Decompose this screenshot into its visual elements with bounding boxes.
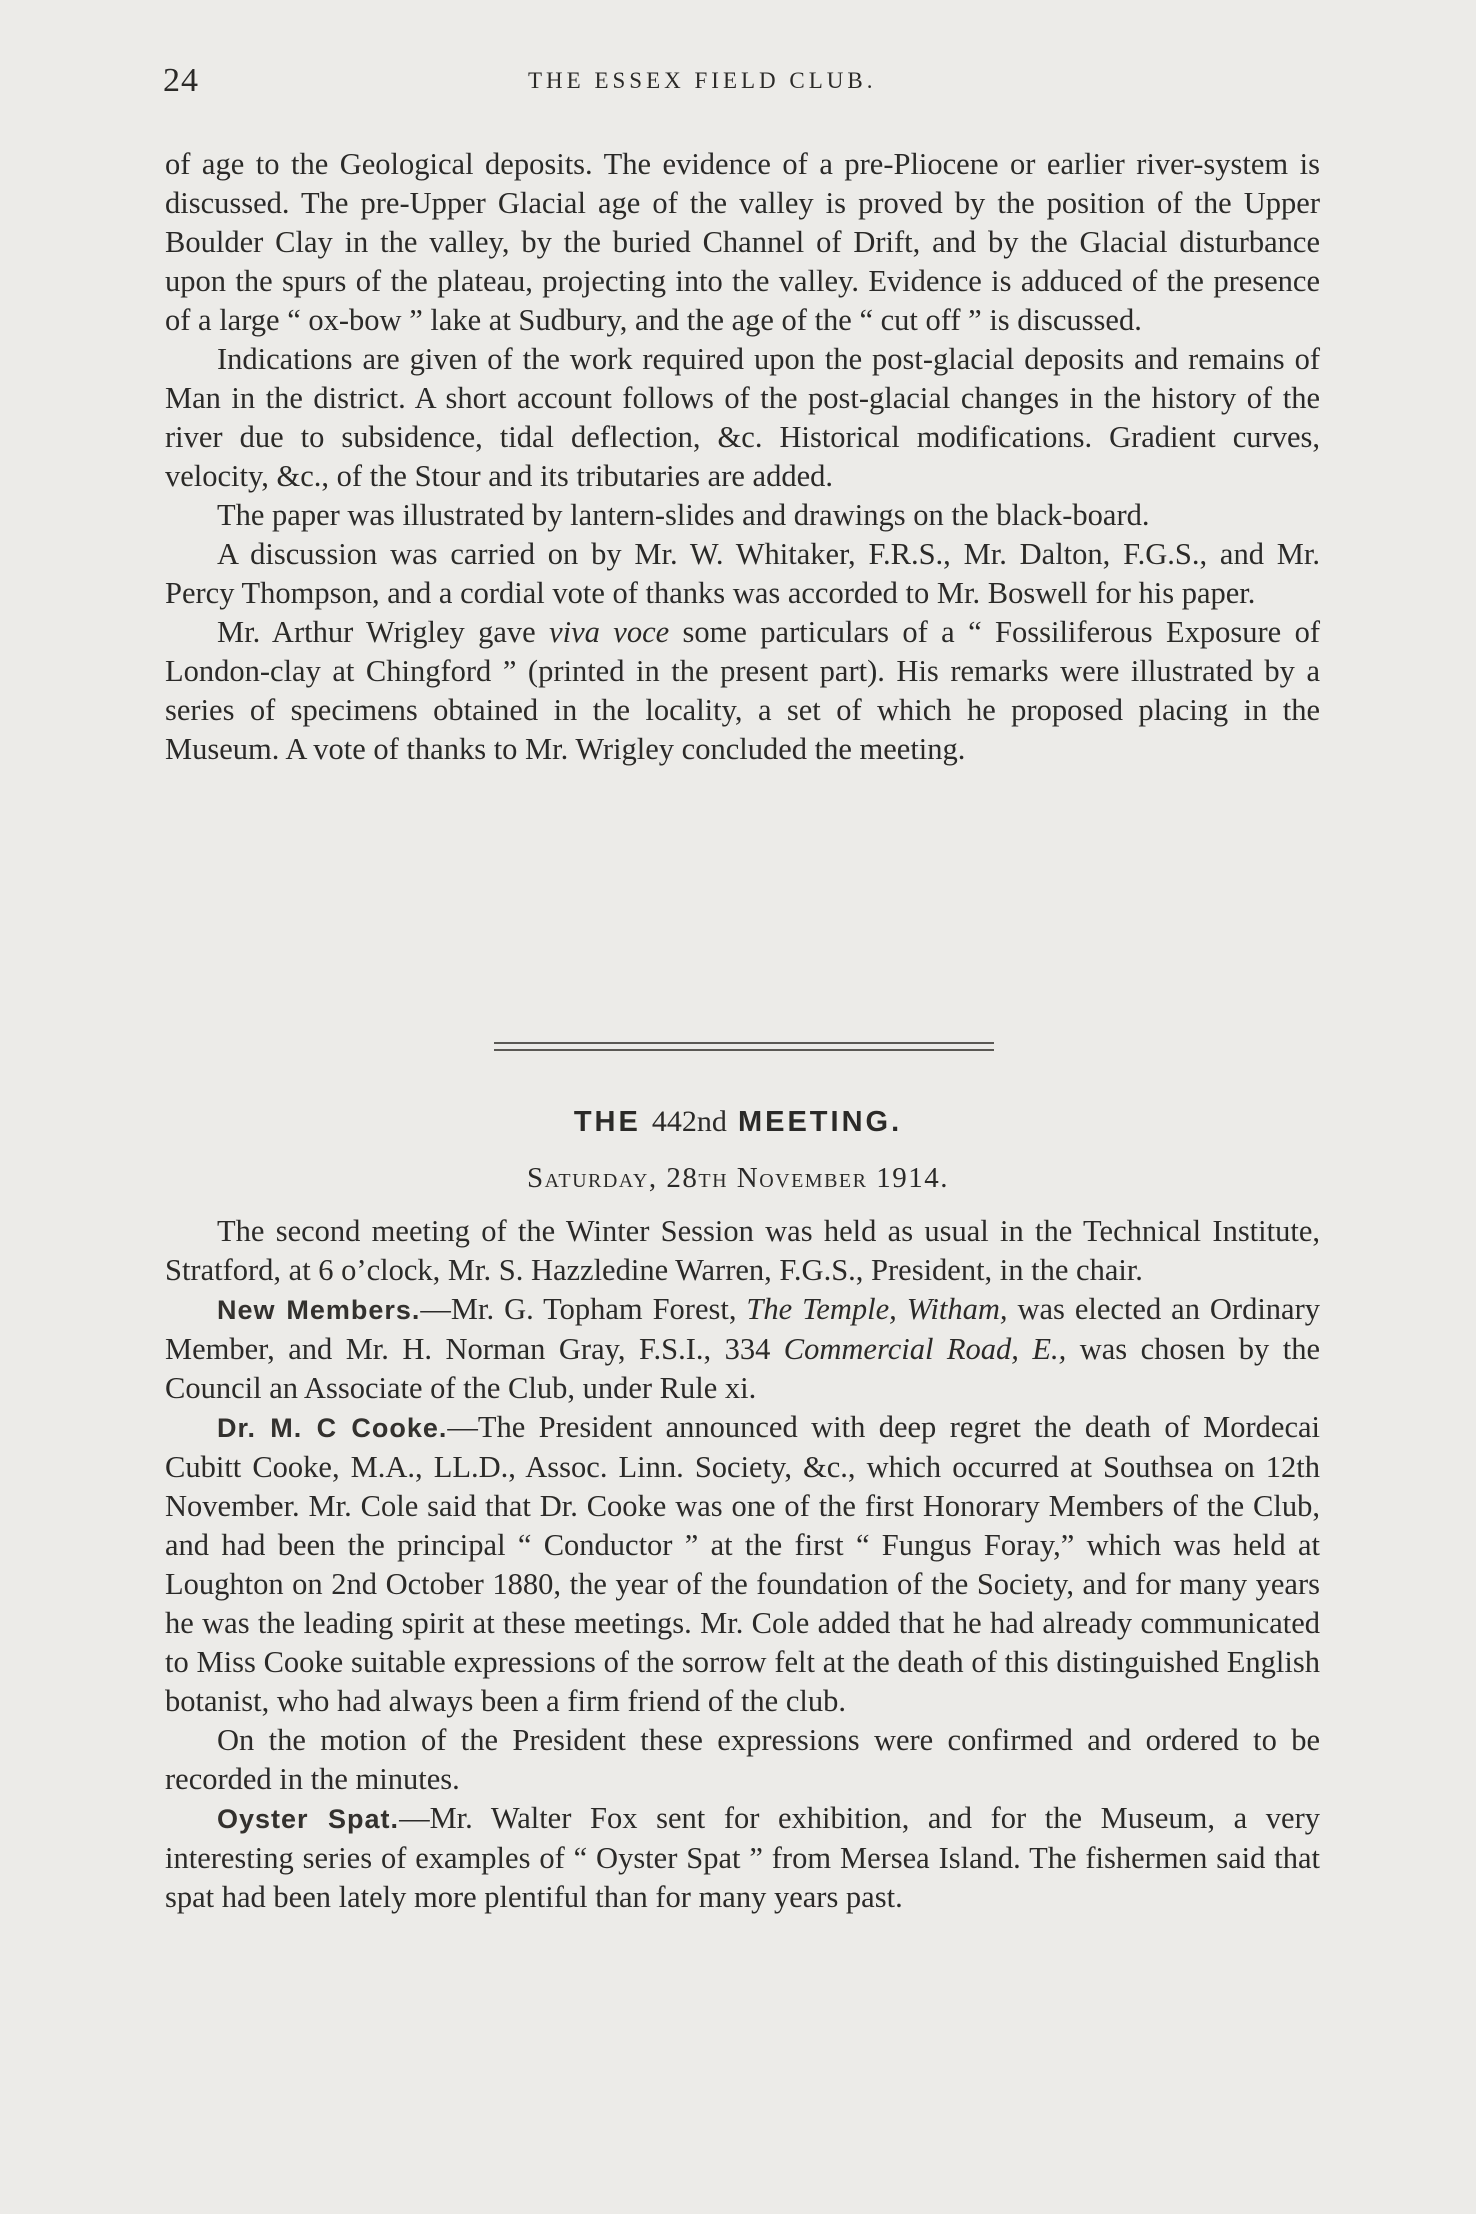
viva-voce-italic: viva voce	[549, 615, 670, 649]
wrigley-text-start: Mr. Arthur Wrigley gave	[217, 615, 550, 649]
paragraph-new-members	[165, 1290, 1320, 1408]
new-members-address-2: Commercial Road, E.,	[783, 1332, 1067, 1366]
lower-text-block	[165, 1212, 1320, 1917]
new-members-text-2: was elected an Ordinary Member, and Mr. H. Norman Gray, F.S.I., 334	[165, 1292, 1320, 1366]
section-divider	[494, 1042, 994, 1051]
running-head	[163, 62, 1313, 102]
oyster-spat-text: —Mr. Walter Fox sent for exhibition, and for the Museum, a very interesting series of examples of “ Oyster Spat ” from Mersea Island. The fishermen said that spat had been lately more plentiful than for many years past.	[165, 1801, 1321, 1914]
paragraph-cooke	[165, 1408, 1320, 1721]
paragraph-discussion: A discussion was carried on by Mr. W. Whitaker, F.R.S., Mr. Dalton, F.G.S., and Mr. Percy Thompson, and a cordial vote of thanks was accorded to Mr. Boswell for his paper.	[165, 537, 1320, 610]
new-members-address-1: The Temple, Witham,	[746, 1292, 1008, 1326]
oyster-spat-heading: Oyster Spat.	[217, 1804, 400, 1834]
paragraph-illustration: The paper was illustrated by lantern-slides and drawings on the black-board.	[217, 498, 1150, 532]
wrigley-text-end: some particulars of a “ Fossiliferous Exposure of London-clay at Chingford ” (printed in the present part). His remarks were illustrated by a series of specimens obtained in the locality, a set of which he proposed placing in the Museum. A vote of thanks to Mr. Wrigley concluded the meeting.	[165, 615, 1320, 766]
new-members-text-1: —Mr. G. Topham Forest,	[420, 1292, 747, 1326]
meeting-number: 442nd	[651, 1105, 727, 1138]
meeting-date: Saturday, 28th November 1914.	[527, 1162, 949, 1194]
meeting-heading	[0, 1105, 1476, 1139]
journal-title: THE ESSEX FIELD CLUB.	[528, 68, 877, 93]
cooke-heading: Dr. M. C Cooke.	[217, 1413, 448, 1443]
new-members-text-3: was chosen by the Council an Associate of the Club, under Rule xi.	[165, 1332, 1320, 1405]
meeting-heading-pre: THE	[573, 1106, 641, 1138]
cooke-text: —The President announced with deep regret the death of Mordecai Cubitt Cooke, M.A., LL.D., Assoc. Linn. Society, &c., which occurred at Southsea on 12th November. Mr. Cole said that Dr. Cooke was one of the first Honorary Members of the Club, and had been the principal “ Conductor ” at the first “ Fungus Foray,” which was held at Loughton on 2nd October 1880, the year of the foundation of the Society, and for many years he was the leading spirit at these meetings. Mr. Cole added that he had already communicated to Miss Cooke suitable expressions of the sorrow felt at the death of this distinguished English botanist, who had always been a firm friend of the club.	[165, 1410, 1320, 1718]
paragraph-post-glacial: Indications are given of the work required upon the post-glacial deposits and remains of Man in the district. A short account follows of the post-glacial changes in the history of the river due to subsidence, tidal deflection, &c. Historical modifications. Gradient curves, velocity, &c., of the Stour and its tributaries are added.	[165, 342, 1320, 493]
paragraph-oyster-spat	[165, 1799, 1320, 1917]
paragraph-geological-age: of age to the Geological deposits. The evidence of a pre-Pliocene or earlier river-system is discussed. The pre-Upper Glacial age of the valley is proved by the position of the Upper Boulder Clay in the valley, by the buried Channel of Drift, and by the Glacial disturbance upon the spurs of the plateau, projecting into the valley. Evidence is adduced of the presence of a large “ ox-bow ” lake at Sudbury, and the age of the “ cut off ” is discussed.	[165, 147, 1320, 337]
meeting-heading-post: MEETING.	[737, 1106, 903, 1138]
page-number: 24	[163, 62, 199, 99]
top-text-block	[165, 145, 1320, 769]
paragraph-motion: On the motion of the President these expressions were confirmed and ordered to be recorded in the minutes.	[165, 1723, 1320, 1796]
paragraph-wrigley	[165, 613, 1320, 769]
new-members-heading: New Members.	[217, 1295, 421, 1325]
paragraph-meeting-intro: The second meeting of the Winter Session was held as usual in the Technical Institute, Stratford, at 6 o’clock, Mr. S. Hazzledine Warren, F.G.S., President, in the chair.	[165, 1214, 1320, 1287]
